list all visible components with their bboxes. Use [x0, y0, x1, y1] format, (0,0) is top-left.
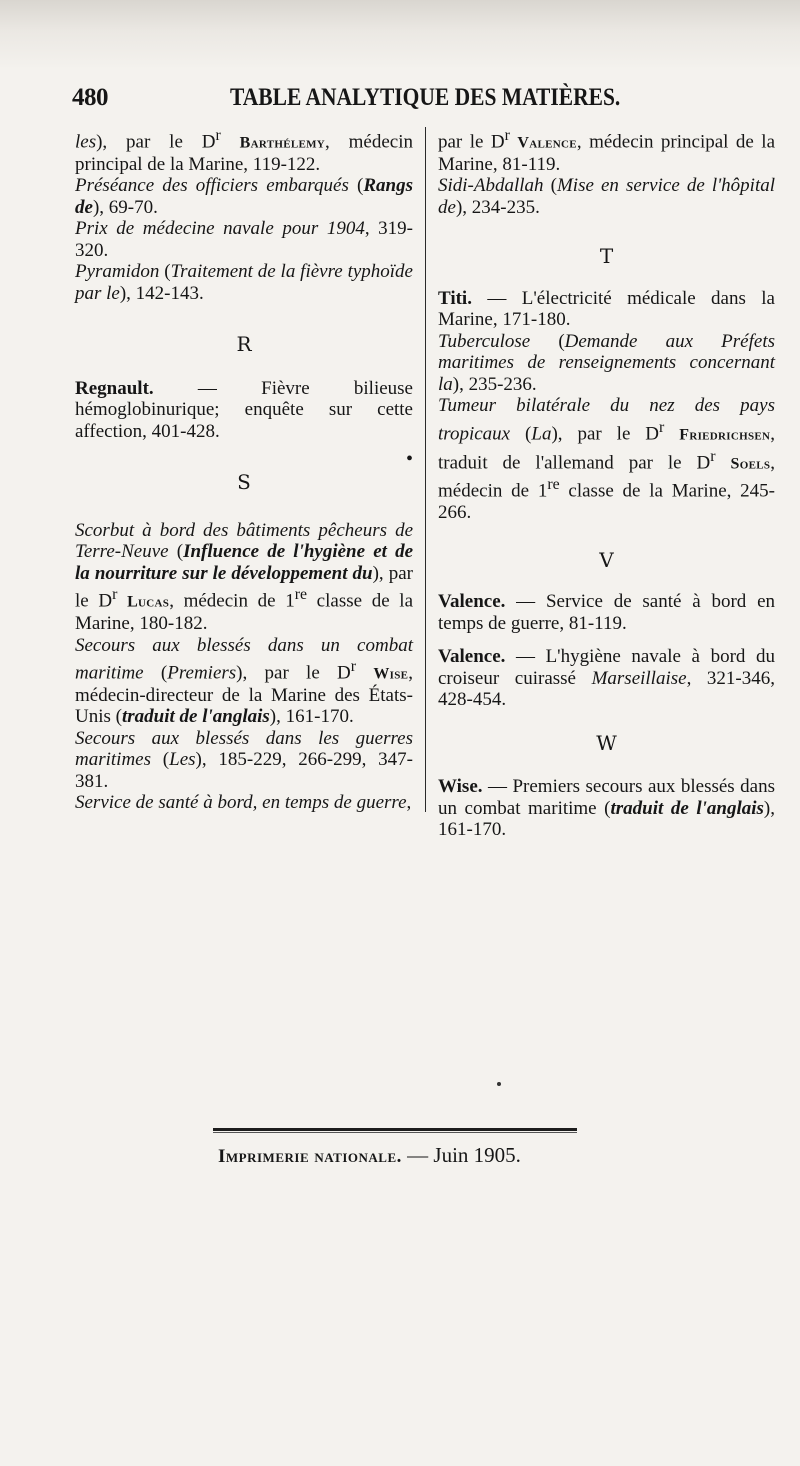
- superscript: r: [710, 447, 716, 465]
- footer-rule: [213, 1128, 577, 1131]
- superscript: r: [112, 586, 118, 604]
- entry-text: les: [75, 131, 97, 153]
- entry-text: traduit de l'anglais: [121, 706, 270, 728]
- index-entry: [438, 776, 775, 841]
- entry-head: Titi.: [438, 287, 472, 309]
- column-divider: [425, 127, 426, 812]
- entry-text: , médecin principal de la Marine, 81-119.: [438, 131, 775, 175]
- entry-text: (: [510, 423, 532, 445]
- index-entry: [75, 520, 413, 635]
- entry-text: ), 234-235.: [455, 196, 540, 218]
- entry-head: Wise.: [438, 776, 483, 798]
- entry-text: Demande aux Préfets maritimes de renseignements concernant la: [438, 330, 775, 395]
- entry-text: ,: [406, 792, 412, 814]
- imprint-line: [218, 1143, 588, 1168]
- entry-text: ), 161-170.: [438, 797, 775, 841]
- entry-head: Valence.: [438, 591, 506, 613]
- index-entry: [75, 635, 413, 728]
- entry-text: ), par le D: [75, 562, 413, 612]
- entry-text: (: [168, 541, 184, 563]
- index-entry: [438, 395, 775, 523]
- entry-text: , médecin de 1: [438, 451, 776, 502]
- section-letter-v: V: [599, 547, 614, 572]
- entry-title: Secours aux blessés dans les guerres maritimes: [75, 727, 413, 771]
- index-entry: [75, 175, 413, 218]
- superscript: re: [294, 586, 308, 604]
- entry-text: (: [159, 261, 171, 283]
- footer-rule-thin: [213, 1132, 577, 1133]
- entry-title: Préséance des officiers embarqués: [75, 175, 349, 197]
- entry-text: Marseillaise: [591, 667, 687, 689]
- entry-text: ), 235-236.: [452, 373, 537, 395]
- entry-text: La: [531, 423, 552, 445]
- index-entry: [438, 331, 775, 396]
- entry-text: ), 161-170.: [269, 706, 354, 728]
- entry-text: , 321-346, 428-454.: [438, 667, 775, 711]
- entry-text: Les: [169, 749, 196, 771]
- section-letter-r: R: [236, 332, 252, 357]
- entry-text: , 319-320.: [75, 218, 414, 261]
- entry-text: — L'hygiène navale à bord du croiseur cuirassé: [438, 646, 775, 689]
- entry-text: Rangs de: [75, 175, 413, 218]
- ink-speck: [497, 1082, 501, 1086]
- superscript: r: [215, 127, 221, 144]
- entry-text: — Premiers secours aux blessés dans un combat maritime (: [438, 776, 775, 819]
- index-entry: [75, 378, 413, 443]
- author-name: Friedrichsen: [679, 426, 771, 444]
- section-letter-w: W: [596, 730, 617, 755]
- entry-text: Traitement de la fièvre typhoïde par le: [75, 261, 413, 304]
- author-name: Barthélemy: [239, 134, 326, 152]
- entry-text: , traduit de l'allemand par le D: [438, 423, 776, 473]
- entry-text: — Fièvre bilieuse hémoglobinurique; enquête sur cette affection, 401-428.: [75, 377, 413, 442]
- index-entry: [438, 288, 775, 331]
- imprint-name: Imprimerie nationale.: [218, 1146, 402, 1167]
- entry-text: — Service de santé à bord en temps de guerre, 81-119.: [438, 591, 775, 634]
- page-header: [72, 84, 621, 118]
- section-letter-t: T: [599, 244, 614, 269]
- entry-title: Prix de médecine navale pour 1904: [75, 218, 365, 240]
- right-column: [438, 125, 775, 841]
- entry-text: (: [530, 330, 565, 352]
- entry-text: traduit de l'anglais: [610, 797, 764, 819]
- entry-text: classe de la Marine, 245-266.: [438, 480, 775, 524]
- entry-text: par le D: [438, 131, 505, 153]
- entry-head: Regnault.: [75, 377, 154, 399]
- entry-title: Service de santé à bord, en temps de guerre: [75, 792, 407, 814]
- superscript: r: [659, 418, 665, 436]
- running-title: TABLE ANALYTIQUE DES MATIÈRES.: [230, 84, 621, 111]
- index-entry: [438, 175, 775, 218]
- scan-shading: [0, 0, 800, 70]
- author-name: Valence: [517, 134, 577, 152]
- page-number: 480: [72, 84, 108, 111]
- entry-text: , médecin de 1: [169, 590, 295, 612]
- imprint-date: — Juin 1905.: [401, 1143, 521, 1167]
- index-entry: [75, 792, 413, 814]
- entry-text: ), 185-229, 266-299, 347-381.: [75, 749, 414, 792]
- entry-title: Pyramidon: [75, 261, 160, 283]
- index-entry: [438, 125, 775, 175]
- superscript: r: [504, 127, 510, 144]
- entry-text: (: [543, 175, 557, 197]
- entry-title: Secours aux blessés dans un combat maritime: [75, 634, 413, 684]
- entry-text: Premiers: [167, 662, 237, 684]
- left-column: [75, 125, 413, 814]
- entry-text: ), par le D: [236, 662, 351, 684]
- section-letter-s: S: [237, 470, 251, 495]
- entry-text: ), par le D: [96, 131, 216, 153]
- index-entry: [75, 261, 413, 304]
- author-name: Soels: [730, 454, 771, 472]
- entry-title: Scorbut à bord des bâtiments pêcheurs de Terre-Neuve: [75, 519, 413, 563]
- index-entry: [438, 591, 775, 634]
- entry-title: Sidi-Abdallah: [438, 175, 544, 197]
- entry-text: ), par le D: [551, 423, 660, 445]
- superscript: r: [350, 658, 357, 676]
- index-entry: [75, 728, 413, 793]
- speck: •: [405, 448, 413, 471]
- entry-head: Valence.: [438, 646, 506, 668]
- author-name: Lucas: [127, 593, 170, 611]
- entry-text: ), 69-70.: [92, 196, 158, 218]
- entry-text: (: [348, 175, 364, 197]
- index-entry: [75, 125, 413, 175]
- entry-text: Mise en service de l'hôpital de: [438, 175, 776, 218]
- index-entry: [438, 646, 775, 711]
- author-name: Wise: [373, 665, 409, 683]
- entry-title: Tuberculose: [438, 330, 531, 352]
- entry-text: — L'électricité médicale dans la Marine, 171-180.: [438, 287, 775, 331]
- entry-text: , médecin-directeur de la Marine des États-Unis (: [75, 662, 414, 728]
- superscript: re: [547, 476, 560, 494]
- entry-text: (: [151, 749, 170, 771]
- entry-text: ), 142-143.: [119, 282, 204, 304]
- entry-text: Influence de l'hygiène et de la nourriture sur le développement du: [75, 541, 413, 584]
- entry-title: Tumeur bilatérale du nez des pays tropicaux: [438, 395, 775, 445]
- index-entry: [75, 218, 413, 261]
- entry-text: classe de la Marine, 180-182.: [75, 590, 414, 635]
- entry-text: , médecin principal de la Marine, 119-122.: [75, 131, 414, 175]
- entry-text: (: [143, 662, 168, 684]
